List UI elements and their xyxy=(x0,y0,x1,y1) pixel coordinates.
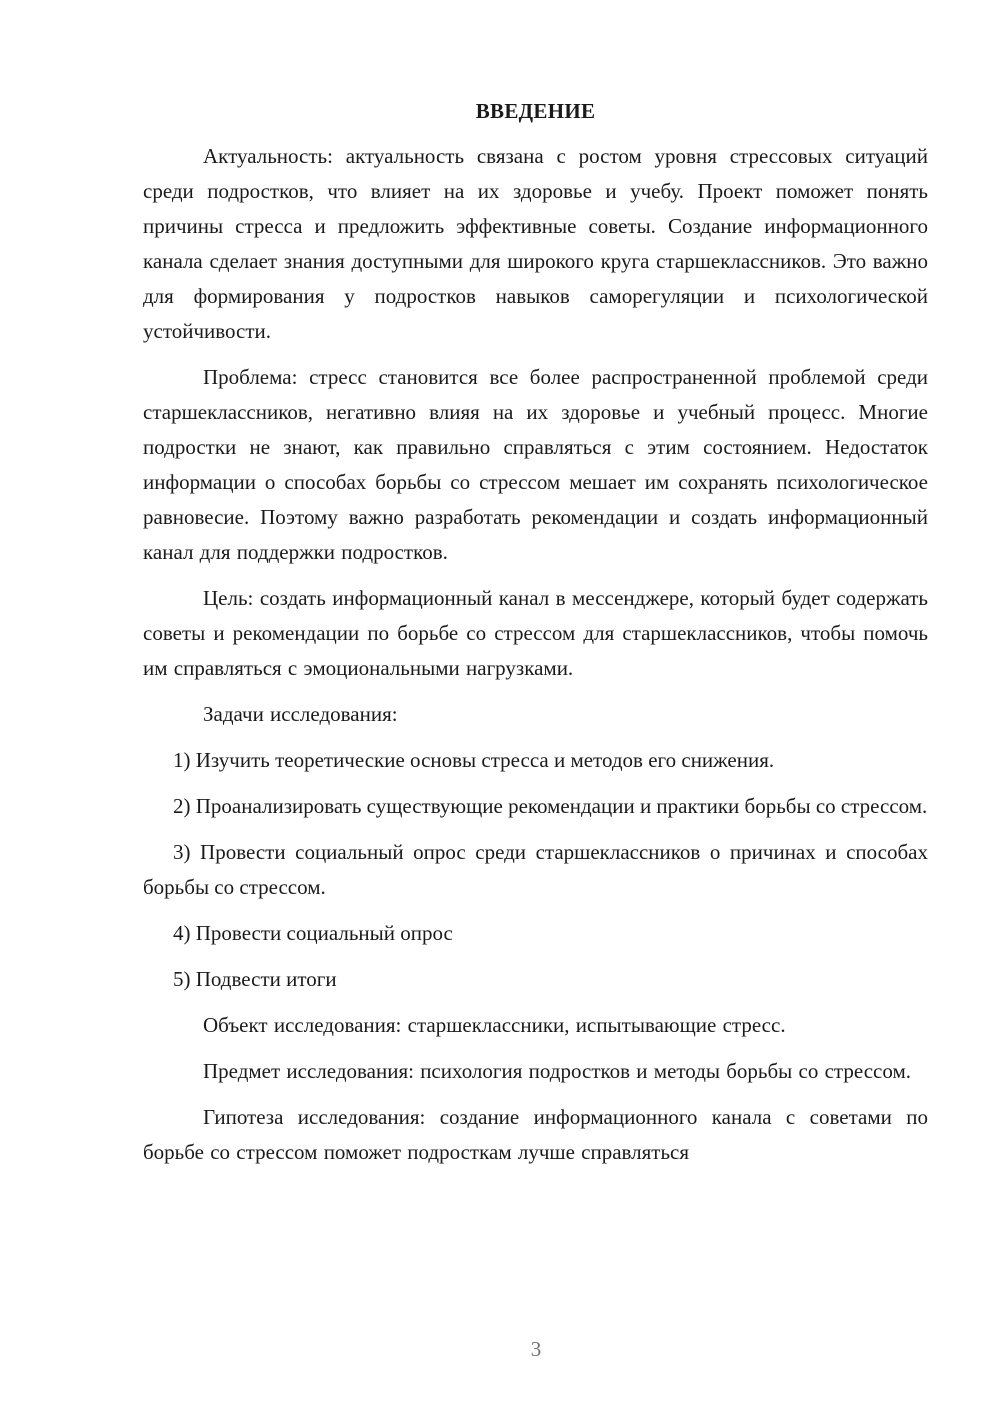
paragraph-relevance: Актуальность: актуальность связана с ростом уровня стрессовых ситуаций среди подростков, что влияет на их здоровье и учебу. Проект поможет понять причины стресса и предложить эффективные советы. Создание информационного канала сделает знания доступными для широкого круга старшеклассников. Это важно для формирования у подростков навыков саморегуляции и психологической устойчивости. xyxy=(143,144,928,343)
task-item-4: 4) Провести социальный опрос xyxy=(173,921,453,945)
page-title: ВВЕДЕНИЕ xyxy=(475,99,596,123)
task-item-3: 3) Провести социальный опрос среди старшеклассников о причинах и способах борьбы со стрессом. xyxy=(143,840,928,899)
page-content xyxy=(143,95,928,1181)
task-item-1: 1) Изучить теоретические основы стресса и методов его снижения. xyxy=(173,748,775,772)
paragraph-hypothesis: Гипотеза исследования: создание информационного канала с советами по борьбе со стрессом поможет подросткам лучше справляться xyxy=(143,1105,928,1164)
tasks-heading: Задачи исследования: xyxy=(203,702,398,726)
task-item-5: 5) Подвести итоги xyxy=(173,967,337,991)
paragraph-problem: Проблема: стресс становится все более распространенной проблемой среди старшеклассников, негативно влияя на их здоровье и учебный процесс. Многие подростки не знают, как правильно справляться с этим состоянием. Недостаток информации о способах борьбы со стрессом мешает им сохранять психологическое равновесие. Поэтому важно разработать рекомендации и создать информационный канал для поддержки подростков. xyxy=(143,365,928,564)
paragraph-subject: Предмет исследования: психология подростков и методы борьбы со стрессом. xyxy=(203,1059,911,1083)
paragraph-object: Объект исследования: старшеклассники, испытывающие стресс. xyxy=(203,1013,786,1037)
page-number: 3 xyxy=(530,1337,542,1361)
task-item-2: 2) Проанализировать существующие рекомендации и практики борьбы со стрессом. xyxy=(173,794,928,818)
paragraph-goal: Цель: создать информационный канал в мессенджере, который будет содержать советы и рекомендации по борьбе со стрессом для старшеклассников, чтобы помочь им справляться с эмоциональными нагрузками. xyxy=(143,586,928,680)
